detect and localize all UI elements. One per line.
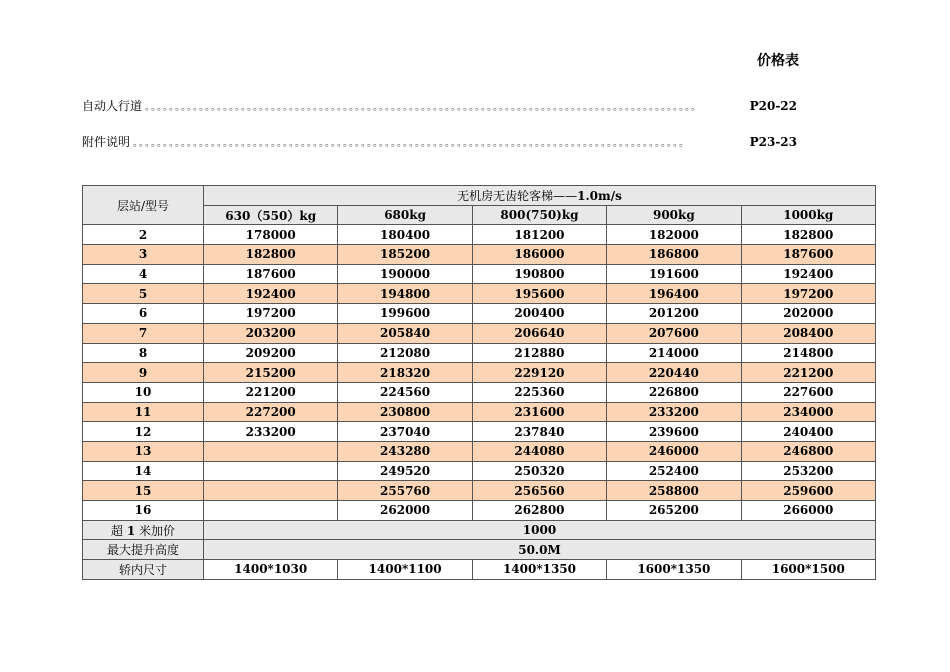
label-text: 米加价 bbox=[139, 523, 176, 538]
model-header: 630（550）kg bbox=[204, 205, 338, 225]
toc-page-number: P23-23 bbox=[749, 135, 797, 149]
price-cell: 207600 bbox=[607, 323, 741, 343]
toc-entry-moving-walkway[interactable] bbox=[82, 97, 797, 114]
price-cell: 190800 bbox=[472, 264, 606, 284]
price-cell: 221200 bbox=[204, 382, 338, 402]
car-size-value: 1400*1030 bbox=[204, 560, 338, 580]
page-title: 价格表 bbox=[757, 53, 799, 69]
table-row bbox=[83, 481, 876, 501]
stops-cell: 4 bbox=[83, 264, 204, 284]
table-header-row bbox=[83, 186, 876, 206]
price-cell: 190000 bbox=[338, 264, 472, 284]
price-cell: 237040 bbox=[338, 422, 472, 442]
price-cell: 225360 bbox=[472, 382, 606, 402]
price-cell: 196400 bbox=[607, 284, 741, 304]
price-cell: 244080 bbox=[472, 441, 606, 461]
table-row bbox=[83, 422, 876, 442]
price-cell: 192400 bbox=[204, 284, 338, 304]
price-cell: 186800 bbox=[607, 245, 741, 265]
stops-cell: 9 bbox=[83, 363, 204, 383]
table-row bbox=[83, 501, 876, 521]
price-cell: 256560 bbox=[472, 481, 606, 501]
stops-cell: 11 bbox=[83, 402, 204, 422]
price-cell: 186000 bbox=[472, 245, 606, 265]
price-table bbox=[82, 185, 876, 580]
price-cell: 266000 bbox=[741, 501, 875, 521]
price-cell: 203200 bbox=[204, 323, 338, 343]
stops-cell: 8 bbox=[83, 343, 204, 363]
price-cell: 182800 bbox=[741, 225, 875, 245]
group-header bbox=[204, 186, 876, 206]
toc-label: 附件说明 bbox=[82, 135, 131, 149]
car-size-value: 1600*1350 bbox=[607, 560, 741, 580]
price-cell: 197200 bbox=[741, 284, 875, 304]
table-row bbox=[83, 225, 876, 245]
stops-cell: 3 bbox=[83, 245, 204, 265]
corner-header: 层站/型号 bbox=[83, 186, 204, 225]
price-cell: 221200 bbox=[741, 363, 875, 383]
price-cell: 194800 bbox=[338, 284, 472, 304]
max-height-value: 50.0M bbox=[204, 540, 876, 560]
price-cell bbox=[204, 441, 338, 461]
price-cell: 229120 bbox=[472, 363, 606, 383]
stops-cell: 10 bbox=[83, 382, 204, 402]
stops-cell: 12 bbox=[83, 422, 204, 442]
extra-meter-label bbox=[83, 520, 204, 540]
price-cell bbox=[204, 501, 338, 521]
stops-cell: 6 bbox=[83, 304, 204, 324]
price-cell: 259600 bbox=[741, 481, 875, 501]
model-header: 800(750)kg bbox=[472, 205, 606, 225]
price-cell: 227600 bbox=[741, 382, 875, 402]
price-table-body bbox=[83, 186, 876, 521]
price-cell: 191600 bbox=[607, 264, 741, 284]
max-height-row bbox=[83, 540, 876, 560]
table-row bbox=[83, 402, 876, 422]
price-cell: 214000 bbox=[607, 343, 741, 363]
label-number: 1 bbox=[126, 523, 136, 538]
price-cell: 224560 bbox=[338, 382, 472, 402]
price-cell: 231600 bbox=[472, 402, 606, 422]
price-cell: 252400 bbox=[607, 461, 741, 481]
table-row bbox=[83, 382, 876, 402]
car-size-row bbox=[83, 560, 876, 580]
price-cell: 255760 bbox=[338, 481, 472, 501]
price-cell: 180400 bbox=[338, 225, 472, 245]
price-cell: 187600 bbox=[741, 245, 875, 265]
toc-label: 自动人行道 bbox=[82, 99, 143, 113]
stops-cell: 5 bbox=[83, 284, 204, 304]
table-row bbox=[83, 264, 876, 284]
stops-cell: 16 bbox=[83, 501, 204, 521]
price-cell: 192400 bbox=[741, 264, 875, 284]
price-cell: 181200 bbox=[472, 225, 606, 245]
price-cell: 208400 bbox=[741, 323, 875, 343]
price-cell: 199600 bbox=[338, 304, 472, 324]
price-table-footer bbox=[83, 520, 876, 579]
toc-page-number: P20-22 bbox=[749, 99, 797, 113]
price-cell: 246000 bbox=[607, 441, 741, 461]
price-cell: 197200 bbox=[204, 304, 338, 324]
table-row bbox=[83, 343, 876, 363]
price-cell: 240400 bbox=[741, 422, 875, 442]
price-cell: 200400 bbox=[472, 304, 606, 324]
car-size-label: 轿内尺寸 bbox=[83, 560, 204, 580]
car-size-value: 1400*1100 bbox=[338, 560, 472, 580]
price-cell: 218320 bbox=[338, 363, 472, 383]
car-size-value: 1600*1500 bbox=[741, 560, 875, 580]
toc-entry-accessories[interactable] bbox=[82, 133, 797, 150]
stops-cell: 7 bbox=[83, 323, 204, 343]
price-cell: 214800 bbox=[741, 343, 875, 363]
extra-meter-value: 1000 bbox=[204, 520, 876, 540]
price-cell: 230800 bbox=[338, 402, 472, 422]
table-row bbox=[83, 323, 876, 343]
price-cell: 233200 bbox=[607, 402, 741, 422]
price-cell: 195600 bbox=[472, 284, 606, 304]
price-cell: 205840 bbox=[338, 323, 472, 343]
price-cell: 234000 bbox=[741, 402, 875, 422]
stops-cell: 14 bbox=[83, 461, 204, 481]
max-height-label: 最大提升高度 bbox=[83, 540, 204, 560]
price-cell: 201200 bbox=[607, 304, 741, 324]
table-row bbox=[83, 245, 876, 265]
price-cell: 226800 bbox=[607, 382, 741, 402]
price-cell: 233200 bbox=[204, 422, 338, 442]
stops-cell: 2 bbox=[83, 225, 204, 245]
price-cell: 185200 bbox=[338, 245, 472, 265]
toc-leader-dots: 。。。。。。。。。。。。。。。。。。。。。。。。。。。。。。。。。。。。。。。。。。。。。。。。。。。。。。。。。。。。。。。。。。。。。。。。。。。。。。。。。。。。。。。。。。。。 bbox=[133, 138, 691, 149]
model-header: 900kg bbox=[607, 205, 741, 225]
price-cell: 258800 bbox=[607, 481, 741, 501]
group-header-prefix: 无机房无齿轮客梯—— bbox=[457, 188, 578, 203]
price-cell: 227200 bbox=[204, 402, 338, 422]
price-cell bbox=[204, 481, 338, 501]
price-cell: 262000 bbox=[338, 501, 472, 521]
price-cell: 246800 bbox=[741, 441, 875, 461]
table-row bbox=[83, 441, 876, 461]
price-cell: 206640 bbox=[472, 323, 606, 343]
price-cell: 182800 bbox=[204, 245, 338, 265]
price-cell: 243280 bbox=[338, 441, 472, 461]
label-text: 超 bbox=[110, 523, 123, 538]
table-row bbox=[83, 363, 876, 383]
table-row bbox=[83, 461, 876, 481]
price-cell: 265200 bbox=[607, 501, 741, 521]
price-cell: 239600 bbox=[607, 422, 741, 442]
toc-leader-dots: 。。。。。。。。。。。。。。。。。。。。。。。。。。。。。。。。。。。。。。。。。。。。。。。。。。。。。。。。。。。。。。。。。。。。。。。。。。。。。。。。。。。。。。。。。。。。 bbox=[145, 102, 703, 113]
price-cell: 220440 bbox=[607, 363, 741, 383]
price-cell: 209200 bbox=[204, 343, 338, 363]
stops-cell: 15 bbox=[83, 481, 204, 501]
price-cell: 249520 bbox=[338, 461, 472, 481]
group-header-speed: 1.0m/s bbox=[577, 188, 622, 203]
price-cell: 253200 bbox=[741, 461, 875, 481]
price-cell: 250320 bbox=[472, 461, 606, 481]
table-row bbox=[83, 304, 876, 324]
model-header: 1000kg bbox=[741, 205, 875, 225]
extra-meter-row bbox=[83, 520, 876, 540]
price-cell: 237840 bbox=[472, 422, 606, 442]
price-cell: 212880 bbox=[472, 343, 606, 363]
price-cell: 178000 bbox=[204, 225, 338, 245]
price-cell: 187600 bbox=[204, 264, 338, 284]
table-row bbox=[83, 284, 876, 304]
car-size-value: 1400*1350 bbox=[472, 560, 606, 580]
price-cell: 182000 bbox=[607, 225, 741, 245]
price-cell: 262800 bbox=[472, 501, 606, 521]
model-header: 680kg bbox=[338, 205, 472, 225]
price-cell bbox=[204, 461, 338, 481]
stops-cell: 13 bbox=[83, 441, 204, 461]
price-cell: 202000 bbox=[741, 304, 875, 324]
price-cell: 212080 bbox=[338, 343, 472, 363]
price-cell: 215200 bbox=[204, 363, 338, 383]
